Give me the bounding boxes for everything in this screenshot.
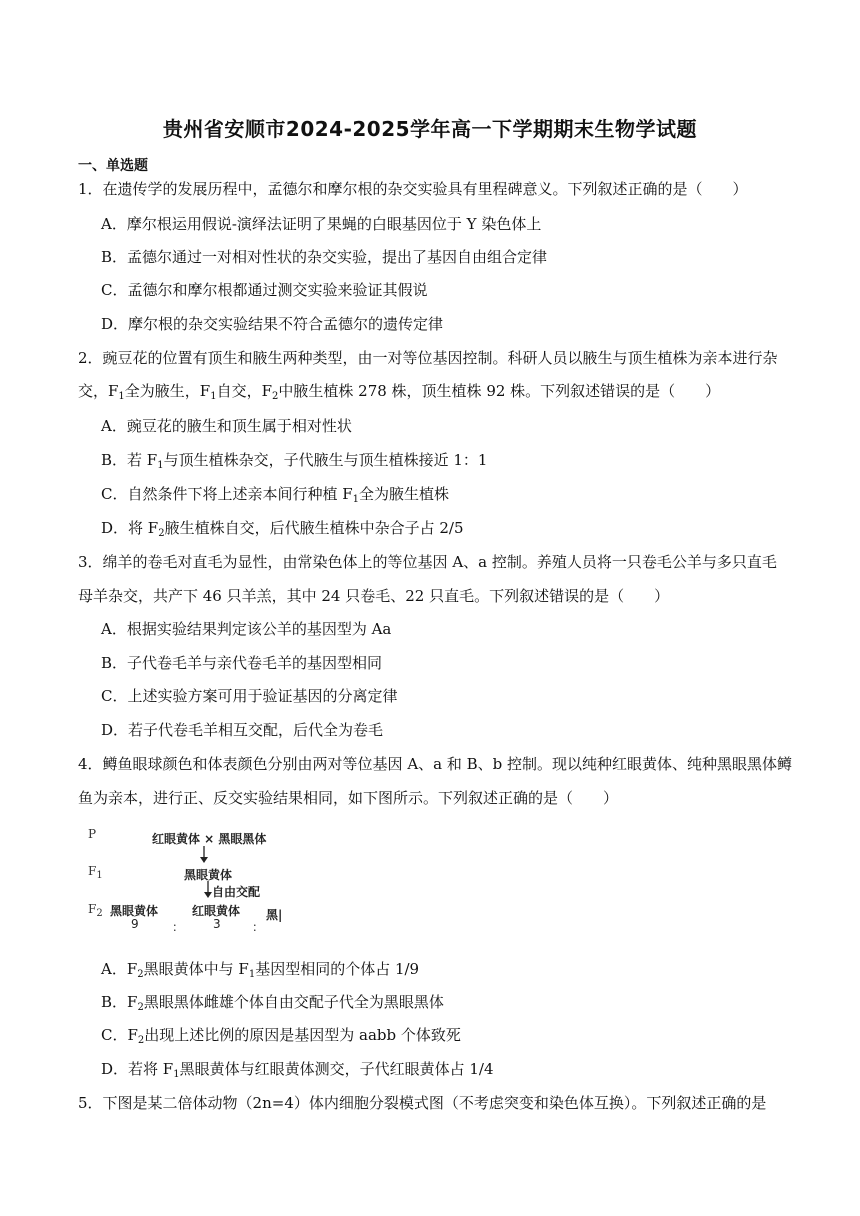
q2-stem-line2: 交，$F_1$全为腋生，$F_1$自交，$F_2$中腋生植株 278 株，顶生植株 92 株。下列叙述错误的是（ ）: [78, 382, 721, 402]
f1-phenotype: 黑眼黄体: [184, 868, 233, 882]
f2-ratio-9: 9: [131, 917, 139, 931]
q2-stem-line1: 2．豌豆花的位置有顶生和腋生两种类型，由一对等位基因控制。科研人员以腋生与顶生植株为亲本进行杂: [78, 349, 778, 367]
q3-option-a: A．根据实验结果判定该公羊的基因型为 Aa: [101, 620, 392, 638]
q1-option-a: A．摩尔根运用假说-演绎法证明了果蝇的白眼基因位于 Y 染色体上: [101, 215, 542, 233]
q3-stem-line2: 母羊杂交，共产下 46 只羊羔，其中 24 只卷毛、22 只直毛。下列叙述错误的是（ ）: [78, 587, 670, 605]
q1-option-d: D．摩尔根的杂交实验结果不符合孟德尔的遗传定律: [101, 315, 444, 333]
ratio-colon: ：: [172, 920, 185, 934]
q1-stem: 1．在遗传学的发展历程中，孟德尔和摩尔根的杂交实验具有里程碑意义。下列叙述正确的是（ ）: [78, 180, 748, 198]
q2-option-d: D．将 $F_2$腋生植株自交，后代腋生植株中杂合子占 2/5: [101, 519, 464, 539]
q3-option-d: D．若子代卷毛羊相互交配，后代全为卷毛: [101, 721, 384, 739]
q3-option-b: B．子代卷毛羊与亲代卷毛羊的基因型相同: [101, 654, 383, 672]
generation-label-p: P: [88, 827, 97, 841]
section-heading: 一、单选题: [78, 158, 148, 174]
f2-black-eye-yellow-body: 黑眼黄体: [110, 904, 159, 918]
f2-red-eye-yellow-body: 红眼黄体: [192, 904, 241, 918]
q3-option-c: C．上述实验方案可用于验证基因的分离定律: [101, 687, 398, 705]
q4-stem-line1: 4．鳟鱼眼球颜色和体表颜色分别由两对等位基因 A、a 和 B、b 控制。现以纯种红眼黄体、纯种黑眼黑体鳟: [78, 755, 793, 773]
f2-black-eye-black-body-cropped: 黑|: [266, 908, 283, 922]
q2-option-a: A．豌豆花的腋生和顶生属于相对性状: [101, 417, 352, 435]
q4-option-a: A．$F_2$黑眼黄体中与 $F_1$基因型相同的个体占 1/9: [101, 960, 420, 980]
q3-stem-line1: 3．绵羊的卷毛对直毛为显性，由常染色体上的等位基因 A、a 控制。养殖人员将一只卷毛公羊与多只直毛: [78, 553, 777, 571]
q4-option-c: C．$F_2$出现上述比例的原因是基因型为 aabb 个体致死: [101, 1026, 461, 1046]
q4-stem-line2: 鱼为亲本，进行正、反交实验结果相同，如下图所示。下列叙述正确的是（ ）: [78, 789, 619, 807]
q1-option-c: C．孟德尔和摩尔根都通过测交实验来验证其假说: [101, 281, 428, 299]
arrow-down-icon: [198, 846, 210, 864]
q5-stem-line1: 5．下图是某二倍体动物（2n=4）体内细胞分裂模式图（不考虑突变和染色体互换）。下列叙述正确的是: [78, 1094, 767, 1112]
ratio-colon: ：: [252, 920, 265, 934]
f2-ratio-3: 3: [213, 917, 221, 931]
q2-option-b: B．若 $F_1$与顶生植株杂交，子代腋生与顶生植株接近 1：1: [101, 451, 488, 471]
document-title: 贵州省安顺市2024-2025学年高一下学期期末生物学试题: [162, 117, 698, 141]
free-mating-label: 自由交配: [212, 885, 261, 899]
q4-option-d: D．若将 $F_1$黑眼黄体与红眼黄体测交，子代红眼黄体占 1/4: [101, 1060, 494, 1080]
generation-label-f1: $F_1$: [88, 864, 103, 881]
q1-option-b: B．孟德尔通过一对相对性状的杂交实验，提出了基因自由组合定律: [101, 248, 548, 266]
generation-label-f2: $F_2$: [88, 902, 103, 919]
q2-option-c: C．自然条件下将上述亲本间行种植 $F_1$全为腋生植株: [101, 485, 450, 505]
parents-cross: 红眼黄体 × 黑眼黑体: [152, 832, 267, 846]
cross-diagram: [88, 820, 288, 932]
q4-option-b: B．$F_2$黑眼黑体雌雄个体自由交配子代全为黑眼黑体: [101, 993, 444, 1013]
